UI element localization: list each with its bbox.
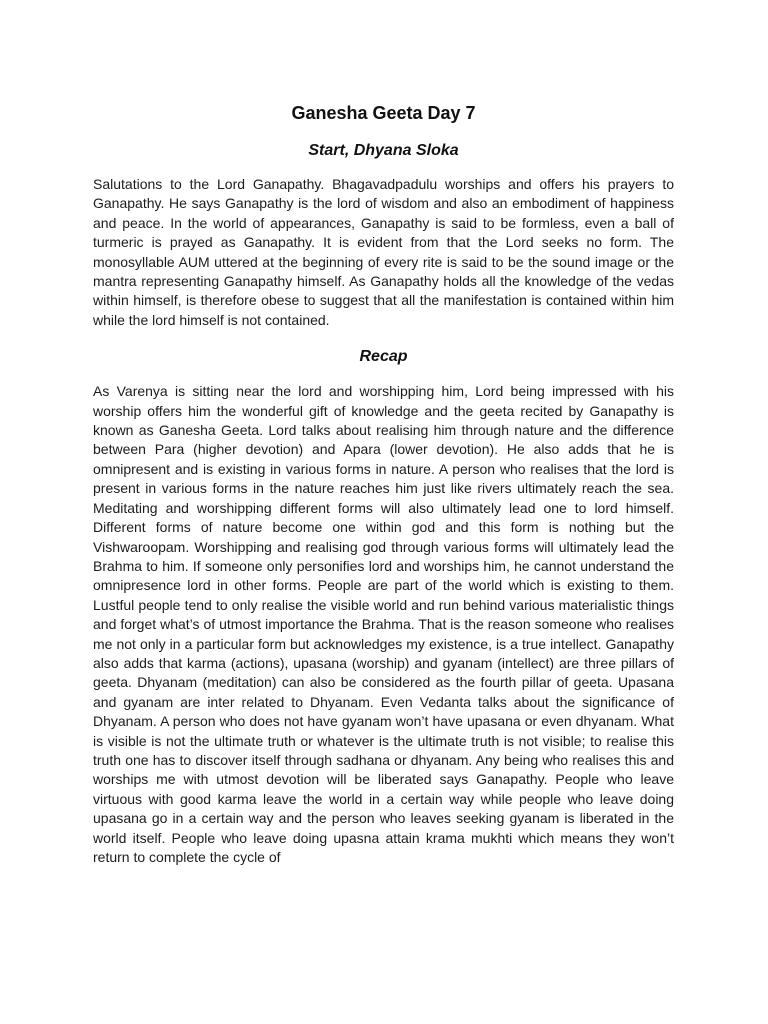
document-content: [93, 100, 674, 867]
section-paragraph-recap: As Varenya is sitting near the lord and worshipping him, Lord being impressed with his worship offers him the wonderful gift of knowledge and the geeta recited by Ganapathy is known as Ganesha Geeta. Lord talks about realising him through nature and the difference between Para (higher devotion) and Apara (lower devotion). He also adds that he is omnipresent and is existing in various forms in nature. A person who realises that the lord is present in various forms in the nature reaches him just like rivers ultimately reach the sea. Meditating and worshipping different forms will also ultimately lead one to lord himself. Different forms of nature become one within god and this form is nothing but the Vishwaroopam. Worshipping and realising god through various forms will ultimately lead the Brahma to him. If someone only personifies lord and worships him, he cannot understand the omnipresence lord in other forms. People are part of the world which is existing to them. Lustful people tend to only realise the visible world and run behind various materialistic things and forget what’s of utmost importance the Brahma. That is the reason someone who realises me not only in a particular form but acknowledges my existence, is a true intellect. Ganapathy also adds that karma (actions), upasana (worship) and gyanam (intellect) are three pillars of geeta. Dhyanam (meditation) can also be considered as the fourth pillar of geeta. Upasana and gyanam are inter related to Dhyanam. Even Vedanta talks about the significance of Dhyanam. A person who does not have gyanam won’t have upasana or even dhyanam. What is visible is not the ultimate truth or whatever is the ultimate truth is not visible; to realise this truth one has to discover itself through sadhana or dhyanam. Any being who realises this and worships me with utmost devotion will be liberated says Ganapathy. People who leave virtuous with good karma leave the world in a certain way while people who leave doing upasana go in a certain way and the person who leaves seeking gyanam is liberated in the world itself. People who leave doing upasna attain krama mukhti which means they won’t return to complete the cycle of: [93, 383, 674, 865]
section-heading-dhyana-sloka: Start, Dhyana Sloka: [308, 142, 459, 159]
section-heading-recap: Recap: [359, 348, 408, 366]
section-paragraph-dhyana-sloka: Salutations to the Lord Ganapathy. Bhagavadpadulu worships and offers his prayers to Ganapathy. He says Ganapathy is the lord of wisdom and also an embodiment of happiness and peace. In the world of appearances, Ganapathy is said to be formless, even a ball of turmeric is prayed as Ganapathy. It is evident from that the Lord seeks no form. The monosyllable AUM uttered at the beginning of every rite is said to be the sound image or the mantra representing Ganapathy himself. As Ganapathy holds all the knowledge of the vedas within himself, is therefore obese to suggest that all the manifestation is contained within him while the lord himself is not contained.: [93, 176, 674, 328]
document-title: Ganesha Geeta Day 7: [291, 103, 476, 123]
